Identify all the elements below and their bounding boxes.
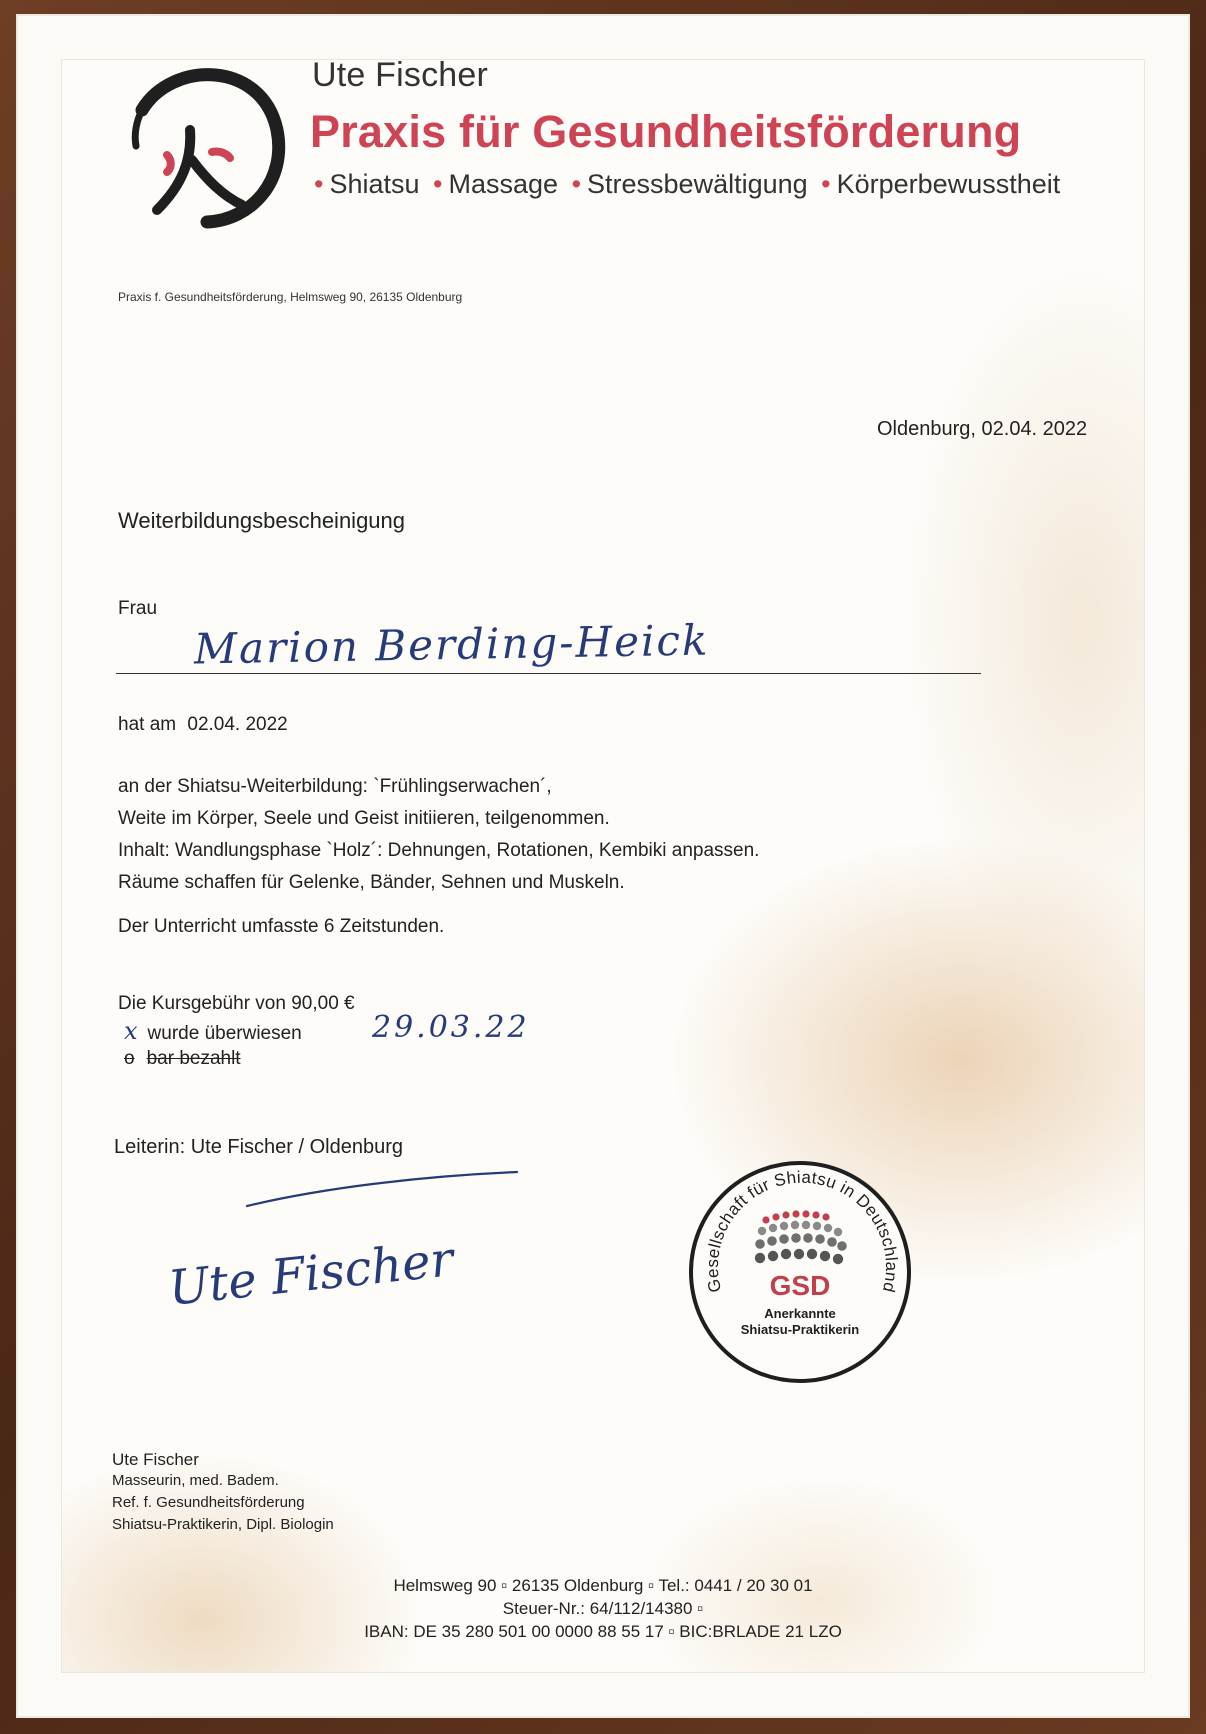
service-item: Massage [448, 169, 559, 199]
service-item: Stressbewältigung [587, 169, 808, 199]
cash-marker: o [124, 1048, 135, 1069]
date-line: Oldenburg, 02.04. 2022 [877, 418, 1088, 440]
course-date-line [118, 714, 288, 736]
sender-line: Praxis f. Gesundheitsförderung, Helmsweg 90, 26135 Oldenburg [118, 290, 463, 304]
body-line: Inhalt: Wandlungsphase `Holz´: Dehnungen, Rotationen, Kembiki anpassen. [118, 840, 760, 861]
transfer-label: wurde überwiesen [147, 1023, 302, 1044]
services-list [308, 168, 1060, 200]
service-item: Shiatsu [329, 169, 420, 199]
bullet-icon: • [433, 169, 443, 199]
practice-name: Praxis für Gesundheitsförderung [310, 106, 1022, 157]
stamp-ring-text: Gesellschaft für Shiatsu in Deutschland [702, 1167, 902, 1295]
qualification-line: Shiatsu-Praktikerin, Dipl. Biologin [112, 1516, 334, 1533]
name-underline [116, 673, 981, 674]
bullet-icon: • [314, 169, 324, 199]
document-title: Weiterbildungsbescheinigung [118, 508, 406, 533]
practice-logo-icon [112, 60, 292, 230]
certificate-page [62, 56, 1144, 1672]
body-line: an der Shiatsu-Weiterbildung: `Frühlingserwachen´, [118, 776, 552, 797]
bullet-icon: • [571, 169, 582, 199]
body-line: Weite im Körper, Seele und Geist initiieren, teilgenommen. [118, 808, 610, 829]
footer-tax: Steuer-Nr.: 64/112/14380 ▫ [502, 1599, 704, 1618]
stamp-line-2: Shiatsu-Praktikerin [740, 1322, 860, 1337]
qualification-line: Ref. f. Gesundheitsförderung [112, 1494, 305, 1511]
owner-name: Ute Fischer [312, 56, 489, 94]
qualification-line: Masseurin, med. Badem. [112, 1472, 279, 1489]
signature-flourish [242, 1168, 522, 1210]
course-description [118, 771, 759, 899]
hours-line: Der Unterricht umfasste 6 Zeitstunden. [118, 916, 445, 937]
bullet-icon: • [821, 169, 831, 199]
cash-label: bar bezahlt [146, 1048, 241, 1069]
transfer-date-handwritten: 29.03.22 [372, 1010, 530, 1045]
footer-address: Helmsweg 90 ▫ 26135 Oldenburg ▫ Tel.: 0441 / 20 30 01 [393, 1576, 813, 1595]
footer [62, 1574, 1144, 1643]
leader-line: Leiterin: Ute Fischer / Oldenburg [114, 1136, 404, 1158]
payment-option-cash [124, 1048, 241, 1070]
stamp-line-1: Anerkannte [764, 1306, 836, 1321]
date-prefix: hat am [118, 714, 177, 735]
course-date: 02.04. 2022 [187, 714, 288, 735]
gsd-stamp [688, 1160, 912, 1384]
footer-bank: IBAN: DE 35 280 501 00 0000 88 55 17 ▫ BIC:BRLADE 21 LZO [364, 1622, 842, 1641]
qualifications-block [112, 1450, 334, 1536]
recipient-handwritten-name: Marion Berding-Heick [193, 615, 710, 674]
fee-line: Die Kursgebühr von 90,00 € [118, 993, 355, 1014]
service-item: Körperbewusstheit [836, 169, 1061, 199]
stamp-abbreviation: GSD [769, 1270, 831, 1301]
transfer-check-mark: x [124, 1017, 138, 1045]
payment-option-transfer [124, 1017, 302, 1045]
salutation: Frau [118, 598, 158, 619]
signature-handwritten: Ute Fischer [165, 1231, 456, 1317]
qualification-line: Ute Fischer [112, 1450, 199, 1469]
body-line: Räume schaffen für Gelenke, Bänder, Sehnen und Muskeln. [118, 872, 625, 893]
